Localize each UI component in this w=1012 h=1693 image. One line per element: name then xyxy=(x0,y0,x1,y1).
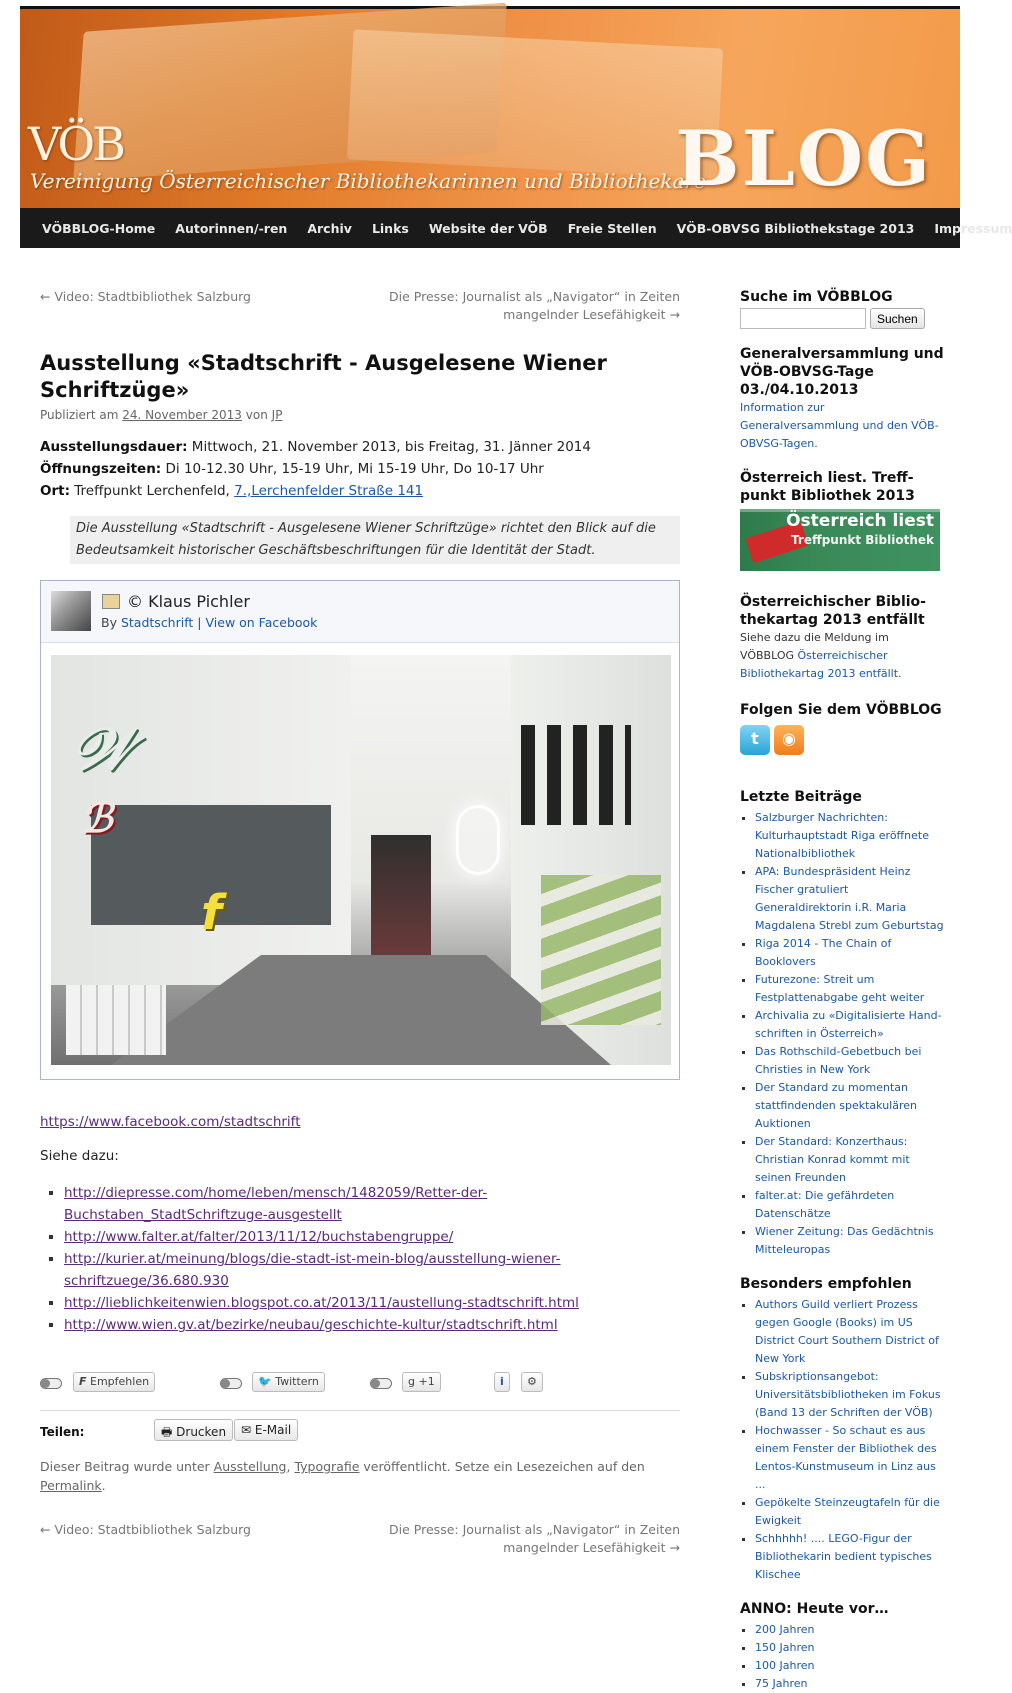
exhibition-photo[interactable] xyxy=(51,655,669,1065)
recent-posts-widget xyxy=(740,788,945,1259)
next-post-link[interactable]: Die Presse: Journalist als „Navigator“ in Zeiten mangelnder Lesefähigkeit → xyxy=(389,289,680,322)
list-item xyxy=(755,1494,945,1530)
byline-separator: | xyxy=(197,615,202,630)
exhibition-info xyxy=(40,436,680,502)
list-item xyxy=(755,971,945,1007)
nav-archive[interactable]: Archiv xyxy=(307,220,352,236)
facebook-url-link[interactable]: https://www.facebook.com/stadtschrift xyxy=(40,1114,301,1130)
opening-hours-value: Di 10-12.30 Uhr, 15-19 Uhr, Mi 15-19 Uhr, Do 10-17 Uhr xyxy=(161,461,544,477)
nav-links[interactable]: Links xyxy=(371,220,409,236)
photo-radiator xyxy=(66,985,166,1055)
twitter-toggle[interactable] xyxy=(220,1378,242,1389)
list-item xyxy=(755,1621,945,1639)
list-item xyxy=(755,1530,945,1584)
recent-post-link[interactable]: Riga 2014 - The Chain of Booklovers xyxy=(755,937,892,968)
search-button[interactable]: Suchen xyxy=(870,308,925,329)
nav-home[interactable]: VÖBBLOG-Home xyxy=(42,220,156,236)
gv-widget xyxy=(740,345,945,453)
list-item xyxy=(755,1007,945,1043)
list-item xyxy=(64,1314,680,1336)
location-value: Treffpunkt Lerchenfeld, xyxy=(70,483,235,499)
facebook-toggle[interactable] xyxy=(40,1378,62,1389)
list-item xyxy=(64,1248,680,1292)
reference-link-blogspot[interactable]: http://lieblichkeitenwien.blogspot.co.at/2013/11/austellung-stadtschrift.html xyxy=(64,1295,579,1311)
list-item xyxy=(755,1187,945,1223)
facebook-photo-embed xyxy=(40,580,680,1080)
gv-title: Generalversammlung und VÖB-OBVSG-Tage 03./04.10.2013 xyxy=(740,346,944,398)
print-button[interactable]: 🖶 Drucken xyxy=(154,1419,233,1441)
photo-sign-red: ℬ xyxy=(81,795,113,842)
anno-link[interactable]: 100 Jahren xyxy=(755,1659,815,1672)
next-post-link-bottom[interactable]: Die Presse: Journalist als „Navigator“ in Zeiten mangelnder Lesefähigkeit → xyxy=(389,1522,680,1555)
settings-gear-icon[interactable]: ⚙ xyxy=(521,1372,543,1392)
recommended-link[interactable]: Gepökelte Steinzeugtafeln für die Ewigkeit xyxy=(755,1496,940,1527)
previous-post-link[interactable]: ← Video: Stadtbibliothek Salzburg xyxy=(40,289,251,304)
meta-by: von xyxy=(245,408,268,422)
list-item xyxy=(755,1223,945,1259)
facebook-embed-header xyxy=(41,581,679,643)
oesterreich-liest-widget xyxy=(740,469,945,571)
entry-utility-text: Dieser Beitrag wurde unter xyxy=(40,1459,214,1474)
bibliothekartag-widget xyxy=(740,593,945,683)
recent-post-link[interactable]: Futurezone: Streit um Festplattenabgabe geht weiter xyxy=(755,973,925,1004)
post-title: Ausstellung «Stadtschrift - Ausgelesene Wiener Schriftzüge» xyxy=(40,351,607,402)
by-label: By xyxy=(101,615,117,630)
photo-black-letters xyxy=(521,725,631,825)
post-meta xyxy=(40,408,680,422)
recent-post-link[interactable]: Salzburger Nachrichten: Kulturhauptstadt Riga eröffnete Nationalbibliothek xyxy=(755,811,929,860)
entry-utility xyxy=(40,1457,680,1495)
reference-link-falter[interactable]: http://www.falter.at/falter/2013/11/12/buchstabengruppe/ xyxy=(64,1229,454,1245)
follow-title: Folgen Sie dem VÖBBLOG xyxy=(740,702,942,718)
recommended-link[interactable]: Subskriptionsangebot: Universitätsbibliotheken im Fokus (Band 13 der Schriften der VÖB) xyxy=(755,1370,941,1419)
list-item xyxy=(755,935,945,971)
reference-link-diepresse[interactable]: http://diepresse.com/home/leben/mensch/1482059/Retter-der-Buchstaben_StadtSchriftzuge-ausgestellt xyxy=(64,1185,488,1223)
category-link-ausstellung[interactable]: Ausstellung xyxy=(213,1459,287,1474)
list-item xyxy=(755,1657,945,1675)
main-navigation xyxy=(20,208,1012,248)
bibliothekartag-text: Siehe dazu die Meldung im VÖBBLOG xyxy=(740,631,889,662)
oesterreich-liest-banner[interactable] xyxy=(740,509,940,571)
list-item xyxy=(755,863,945,935)
recommended-widget xyxy=(740,1275,945,1584)
recommended-link[interactable]: Hochwasser - So schaut es aus einem Fenster der Bibliothek des Lentos-Kunstmuseum in Linz aus ... xyxy=(755,1424,937,1491)
anno-title: ANNO: Heute vor… xyxy=(740,1601,889,1617)
photo-green-letters xyxy=(541,875,661,1025)
list-item xyxy=(755,1133,945,1187)
recent-post-link[interactable]: Wiener Zeitung: Das Gedächtnis Mitteleuropas xyxy=(755,1225,934,1256)
bibliothekartag-title: Österreichischer Bibliothekartag 2013 entfällt xyxy=(740,594,926,628)
list-item xyxy=(755,1675,945,1693)
facebook-photo-title: © Klaus Pichler xyxy=(127,592,250,611)
list-item xyxy=(755,1639,945,1657)
recent-post-link[interactable]: falter.at: Die gefährdeten Datenschätze xyxy=(755,1189,895,1220)
location-label: Ort: xyxy=(40,483,70,499)
facebook-page-link[interactable]: Stadtschrift xyxy=(120,615,194,630)
list-item xyxy=(755,1296,945,1368)
oesterreich-liest-title: Österreich liest. Treffpunkt Bibliothek 2013 xyxy=(740,470,915,504)
recommended-title: Besonders empfohlen xyxy=(740,1276,912,1292)
sidebar xyxy=(740,288,945,1693)
meta-prefix: Publiziert am xyxy=(40,408,119,422)
recent-post-link[interactable]: Der Standard zu momentan stattfindenden spektakulären Auktionen xyxy=(755,1081,917,1130)
post-date-link[interactable]: 24. November 2013 xyxy=(122,408,242,422)
photo-sign-yellow: f xyxy=(201,885,222,941)
anno-link[interactable]: 150 Jahren xyxy=(755,1641,815,1654)
twitter-icon[interactable]: t xyxy=(740,725,770,755)
entry-utility-comma: , xyxy=(286,1459,295,1474)
facebook-byline xyxy=(101,615,317,630)
list-item xyxy=(755,1422,945,1494)
twitter-tweet-button[interactable]: 🐦 Twittern xyxy=(252,1372,325,1392)
rss-icon[interactable]: ◉ xyxy=(774,725,804,755)
recent-post-link[interactable]: Der Standard: Konzerthaus: Christian Konrad kommt mit seinen Freunden xyxy=(755,1135,910,1184)
recommended-link[interactable]: Schhhhh! .... LEGO-Figur der Bibliothekarin bedient typisches Klischee xyxy=(755,1532,932,1581)
site-header-banner[interactable] xyxy=(20,9,960,208)
gplus-toggle[interactable] xyxy=(370,1378,392,1389)
post-navigation-top xyxy=(40,288,680,324)
anno-widget xyxy=(740,1600,945,1693)
recommended-link[interactable]: Authors Guild verliert Prozess gegen Google (Books) im US District Court Southern District of New York xyxy=(755,1298,939,1365)
nav-library-days[interactable]: VÖB-OBVSG Bibliothekstage 2013 xyxy=(676,220,915,236)
facebook-recommend-button[interactable]: F Empfehlen xyxy=(73,1372,155,1392)
main-content xyxy=(40,288,680,1557)
nav-jobs[interactable]: Freie Stellen xyxy=(567,220,657,236)
anno-link[interactable]: 200 Jahren xyxy=(755,1623,815,1636)
list-item xyxy=(755,1368,945,1422)
list-item xyxy=(64,1292,680,1314)
site-subtitle: Vereinigung Österreichischer Bibliothekarinnen und Bibliothekare xyxy=(30,169,706,193)
reference-list xyxy=(40,1182,680,1336)
banner-subtitle: Treffpunkt Bibliothek xyxy=(791,533,934,547)
photo-letter-stack xyxy=(371,835,431,955)
blog-wordmark: BLOG xyxy=(675,114,932,203)
share-divider xyxy=(40,1410,680,1411)
info-button[interactable]: i xyxy=(494,1372,510,1392)
voeb-logo: VÖB xyxy=(28,117,123,171)
list-item xyxy=(755,1079,945,1133)
nav-imprint[interactable]: Impressum xyxy=(934,220,1012,236)
search-title: Suche im VÖBBLOG xyxy=(740,289,893,305)
list-item xyxy=(755,809,945,863)
search-input[interactable] xyxy=(740,308,866,329)
see-also-label: Siehe dazu: xyxy=(40,1148,119,1164)
view-on-facebook-link[interactable]: View on Facebook xyxy=(205,615,318,630)
gplus-button[interactable]: g +1 xyxy=(402,1372,441,1392)
follow-widget xyxy=(740,701,945,770)
recent-post-link[interactable]: Archivalia zu «Digitalisierte Handschriften in Österreich» xyxy=(755,1009,942,1040)
banner-title: Österreich liest xyxy=(786,511,934,531)
duration-label: Ausstellungsdauer: xyxy=(40,439,188,455)
facebook-page-thumbnail[interactable] xyxy=(51,591,91,631)
recent-post-link[interactable]: APA: Bundespräsident Heinz Fischer gratuliert Generaldirektorin i.R. Maria Magdalena Strebl zum Geburtstag xyxy=(755,865,944,932)
search-widget xyxy=(740,288,945,329)
share-row xyxy=(40,1419,680,1443)
reference-link-kurier[interactable]: http://kurier.at/meinung/blogs/die-stadt-ist-mein-blog/ausstellung-wiener-schriftzuege/36.680.930 xyxy=(64,1251,561,1289)
post-author-link[interactable]: JP xyxy=(271,408,283,422)
recent-post-link[interactable]: Das Rothschild-Gebetbuch bei Christies in New York xyxy=(755,1045,922,1076)
bibliothekartag-link[interactable]: Österreichischer Bibliothekartag 2013 entfällt. xyxy=(740,649,902,680)
previous-post-link-bottom[interactable]: ← Video: Stadtbibliothek Salzburg xyxy=(40,1522,251,1537)
duration-value: Mittwoch, 21. November 2013, bis Freitag, 31. Jänner 2014 xyxy=(187,439,591,455)
post-navigation-bottom xyxy=(40,1521,680,1557)
list-item xyxy=(64,1226,680,1248)
email-button[interactable]: ✉ E-Mail xyxy=(234,1419,298,1441)
photo-icon xyxy=(102,594,120,609)
entry-utility-dot: . xyxy=(101,1478,106,1493)
nav-voeb-website[interactable]: Website der VÖB xyxy=(428,220,548,236)
reference-link-wien[interactable]: http://www.wien.gv.at/bezirke/neubau/geschichte-kultur/stadtschrift.html xyxy=(64,1317,558,1333)
entry-utility-text-2: veröffentlicht. Setze ein Lesezeichen auf den xyxy=(359,1459,645,1474)
nav-authors[interactable]: Autorinnen/-ren xyxy=(175,220,288,236)
list-item xyxy=(64,1182,680,1226)
intro-quote: Die Ausstellung «Stadtschrift - Ausgelesene Wiener Schriftzüge» richtet den Blick auf die Bedeutsamkeit historischer Geschäftsbeschriftungen für die Identität der Stadt. xyxy=(70,516,680,564)
anno-link[interactable]: 75 Jahren xyxy=(755,1677,808,1690)
list-item xyxy=(755,1043,945,1079)
gv-link[interactable]: Information zur Generalversammlung und den VÖB-OBVSG-Tagen. xyxy=(740,401,939,450)
recent-posts-title: Letzte Beiträge xyxy=(740,789,862,805)
book-page-image xyxy=(347,29,723,178)
photo-neon-sign xyxy=(456,805,500,875)
icon-reflection xyxy=(740,756,945,770)
permalink-link[interactable]: Permalink xyxy=(40,1478,102,1493)
category-link-typografie[interactable]: Typografie xyxy=(294,1459,360,1474)
location-link[interactable]: 7.,Lerchenfelder Straße 141 xyxy=(234,483,424,499)
photo-sign-green: 𝒲 xyxy=(71,715,132,783)
share-label: Teilen: xyxy=(40,1425,85,1439)
opening-hours-label: Öffnungszeiten: xyxy=(40,461,162,477)
social-share-bar xyxy=(40,1372,680,1398)
